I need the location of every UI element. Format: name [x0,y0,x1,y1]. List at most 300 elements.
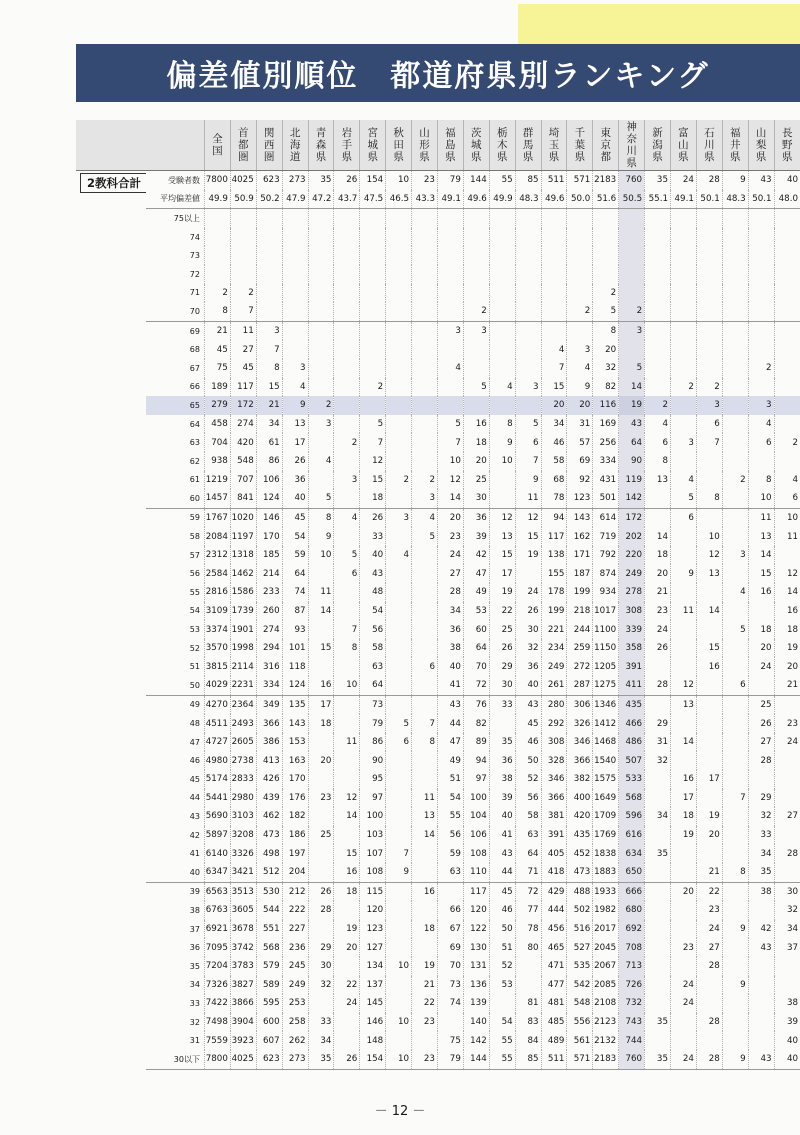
data-cell: 4 [412,508,438,527]
column-header [463,120,489,171]
data-cell: 28 [748,751,774,770]
data-cell [722,359,748,378]
data-cell [619,284,645,303]
data-cell: 544 [256,901,282,920]
data-cell [386,751,412,770]
data-cell: 1457 [204,489,230,508]
data-cell: 607 [256,1031,282,1050]
data-cell [308,378,334,397]
row-label: 65 [146,396,204,415]
data-cell: 26 [334,171,360,190]
data-cell [645,209,671,228]
data-cell: 308 [619,602,645,621]
data-cell: 38 [774,994,800,1013]
data-cell: 8 [696,489,722,508]
data-cell: 38 [748,882,774,901]
data-cell: 7800 [204,1050,230,1069]
data-cell: 473 [256,826,282,845]
data-cell: 334 [593,452,619,471]
data-cell [645,695,671,714]
data-cell [334,209,360,228]
data-cell [722,415,748,434]
data-cell: 704 [204,433,230,452]
data-cell: 139 [463,994,489,1013]
data-cell: 1998 [230,639,256,658]
data-cell: 49.1 [670,190,696,209]
data-cell: 18 [645,546,671,565]
data-cell: 50 [515,751,541,770]
data-cell [696,695,722,714]
data-cell [412,209,438,228]
column-header [645,120,671,171]
data-cell [334,527,360,546]
data-cell [696,228,722,247]
row-label: 受験者数 [167,175,200,185]
data-cell: 20 [541,396,567,415]
data-cell [282,321,308,340]
data-cell [748,770,774,789]
data-cell: 279 [204,396,230,415]
table-row [76,882,800,901]
data-cell: 55.1 [645,190,671,209]
data-cell: 23 [645,602,671,621]
data-cell: 15 [334,844,360,863]
data-cell [412,340,438,359]
data-cell: 222 [282,901,308,920]
data-cell [412,546,438,565]
data-cell: 15 [696,639,722,658]
data-cell: 382 [567,770,593,789]
data-cell [334,957,360,976]
data-cell [593,209,619,228]
data-cell: 26 [334,1050,360,1069]
data-cell: 64 [619,433,645,452]
data-cell: 339 [619,620,645,639]
data-cell: 40 [489,807,515,826]
data-cell [722,508,748,527]
data-cell [334,302,360,321]
data-cell: 4 [645,415,671,434]
data-cell: 63 [437,863,463,882]
header-blank [76,120,146,171]
data-cell: 22 [334,976,360,995]
data-cell: 5 [360,415,386,434]
data-cell: 12 [489,508,515,527]
data-cell: 124 [256,489,282,508]
table-row [76,733,800,752]
data-cell: 258 [282,1013,308,1032]
data-cell: 272 [567,657,593,676]
data-cell [256,265,282,284]
column-header-label: 岩手県 [341,127,353,163]
table-body [76,171,800,1070]
data-cell: 20 [645,564,671,583]
data-cell: 7 [386,844,412,863]
data-cell: 25 [748,695,774,714]
data-cell: 28 [437,583,463,602]
data-cell [437,882,463,901]
data-cell: 36 [515,657,541,676]
data-cell: 153 [282,733,308,752]
row-label: 68 [189,345,200,355]
data-cell [645,378,671,397]
data-cell: 49.1 [437,190,463,209]
row-label: 35 [189,961,200,971]
data-cell: 2 [645,396,671,415]
column-header [334,120,360,171]
data-cell: 34 [748,844,774,863]
data-cell: 1150 [593,639,619,658]
data-cell: 33 [360,527,386,546]
data-cell [722,751,748,770]
data-cell [308,359,334,378]
data-cell: 53 [463,602,489,621]
table-row [76,452,800,471]
data-cell: 24 [437,546,463,565]
table-row [76,489,800,508]
data-cell [774,359,800,378]
data-cell [334,770,360,789]
data-cell: 30 [308,957,334,976]
data-cell: 435 [619,695,645,714]
data-cell [256,302,282,321]
data-cell: 274 [256,620,282,639]
data-cell: 2 [230,284,256,303]
data-cell [386,602,412,621]
data-cell [437,284,463,303]
data-cell [748,378,774,397]
data-cell: 366 [541,789,567,808]
row-label: 73 [189,251,200,261]
table-row [76,1013,800,1032]
data-cell [722,340,748,359]
data-cell [463,284,489,303]
data-cell: 79 [360,714,386,733]
row-label: 69 [189,326,200,336]
data-cell: 20 [437,508,463,527]
data-cell: 1100 [593,620,619,639]
data-cell: 11 [334,733,360,752]
column-header [204,120,230,171]
data-cell: 8 [412,733,438,752]
data-cell: 59 [282,546,308,565]
data-cell: 5 [593,302,619,321]
data-cell: 292 [541,714,567,733]
table-row [76,378,800,397]
data-cell: 55 [489,1050,515,1069]
data-cell: 5 [437,415,463,434]
data-cell: 124 [282,676,308,695]
data-cell [308,433,334,452]
data-cell: 418 [541,863,567,882]
column-header [722,120,748,171]
data-cell [722,228,748,247]
data-cell [748,246,774,265]
data-cell [696,265,722,284]
data-cell: 19 [515,546,541,565]
row-label: 46 [189,756,200,766]
data-cell: 1933 [593,882,619,901]
header-row [76,120,800,171]
data-cell: 2 [774,433,800,452]
data-cell: 155 [541,564,567,583]
table-row [76,770,800,789]
data-cell: 3421 [230,863,256,882]
data-cell: 28 [645,676,671,695]
data-cell: 623 [256,1050,282,1069]
data-cell [386,976,412,995]
data-cell: 2605 [230,733,256,752]
data-cell [334,246,360,265]
data-cell [256,209,282,228]
data-cell: 439 [256,789,282,808]
data-cell [696,676,722,695]
data-cell: 4 [774,471,800,490]
data-cell [386,564,412,583]
data-cell: 20 [463,452,489,471]
data-cell: 6 [412,657,438,676]
data-cell: 86 [256,452,282,471]
data-cell: 1901 [230,620,256,639]
data-cell [204,228,230,247]
data-cell: 7204 [204,957,230,976]
data-cell [748,957,774,976]
data-cell: 78 [515,920,541,939]
data-cell: 12 [670,676,696,695]
data-cell: 78 [541,489,567,508]
row-label: 53 [189,625,200,635]
data-cell [412,938,438,957]
data-cell: 43 [360,564,386,583]
data-cell: 7326 [204,976,230,995]
data-cell [722,396,748,415]
data-cell [722,1013,748,1032]
data-cell: 466 [619,714,645,733]
row-label: 44 [189,793,200,803]
data-cell: 16 [696,657,722,676]
data-cell: 146 [360,1013,386,1032]
data-cell: 3 [334,471,360,490]
data-cell: 122 [463,920,489,939]
data-cell: 386 [256,733,282,752]
data-cell [515,564,541,583]
data-cell: 568 [619,789,645,808]
data-cell: 64 [360,676,386,695]
data-cell: 50.1 [748,190,774,209]
data-cell [722,695,748,714]
data-cell [204,246,230,265]
data-cell: 3374 [204,620,230,639]
data-cell [308,471,334,490]
data-cell: 29 [748,789,774,808]
data-cell [282,302,308,321]
data-cell [360,228,386,247]
data-cell [308,265,334,284]
data-cell: 25 [308,826,334,845]
data-cell [722,844,748,863]
data-cell: 13 [645,471,671,490]
data-cell [308,246,334,265]
data-cell: 45 [489,882,515,901]
data-cell [645,789,671,808]
data-cell [515,976,541,995]
data-cell: 43 [748,171,774,190]
data-cell: 29 [308,938,334,957]
data-cell: 6 [670,508,696,527]
data-cell [722,527,748,546]
data-cell: 21 [696,863,722,882]
data-cell: 169 [593,415,619,434]
data-cell [696,714,722,733]
data-cell: 93 [282,620,308,639]
table-row [76,284,800,303]
data-cell: 34 [437,602,463,621]
row-label: 38 [189,905,200,915]
data-cell [670,284,696,303]
data-cell: 874 [593,564,619,583]
data-cell: 259 [567,639,593,658]
column-header-label: 群馬県 [522,127,534,163]
data-cell: 75 [437,1031,463,1050]
data-cell: 17 [489,564,515,583]
data-cell: 458 [204,415,230,434]
data-cell: 18 [748,620,774,639]
data-cell [308,620,334,639]
column-header [619,120,645,171]
data-cell [489,340,515,359]
data-cell [256,284,282,303]
data-cell: 22 [696,882,722,901]
data-cell: 1769 [593,826,619,845]
data-cell: 46 [541,433,567,452]
data-cell [722,882,748,901]
data-cell: 5 [463,378,489,397]
data-cell: 2 [748,359,774,378]
data-cell: 70 [437,957,463,976]
data-cell [696,994,722,1013]
data-cell: 45 [230,359,256,378]
data-cell: 4 [308,452,334,471]
data-cell: 22 [412,994,438,1013]
data-cell [593,265,619,284]
data-cell: 4 [541,340,567,359]
data-cell: 70 [463,657,489,676]
data-cell: 34 [308,1031,334,1050]
data-cell: 7800 [204,171,230,190]
data-cell [308,920,334,939]
table-row [76,1031,800,1050]
data-cell: 34 [541,415,567,434]
data-cell: 74 [282,583,308,602]
data-cell [204,209,230,228]
data-cell: 58 [541,452,567,471]
data-cell: 32 [515,639,541,658]
data-cell [722,770,748,789]
data-cell: 54 [437,789,463,808]
data-cell: 456 [541,920,567,939]
data-cell: 435 [567,826,593,845]
data-cell: 106 [463,826,489,845]
data-cell [748,901,774,920]
data-cell: 3904 [230,1013,256,1032]
data-cell [670,228,696,247]
data-cell: 13 [412,807,438,826]
data-cell: 14 [774,583,800,602]
data-cell: 471 [541,957,567,976]
data-cell: 3 [748,396,774,415]
data-cell: 1318 [230,546,256,565]
data-cell: 273 [282,1050,308,1069]
data-cell: 54 [282,527,308,546]
data-cell [386,639,412,658]
data-cell: 6 [696,415,722,434]
row-label: 40 [146,863,204,882]
data-cell: 18 [308,714,334,733]
data-cell [308,302,334,321]
data-cell: 171 [567,546,593,565]
data-cell [774,284,800,303]
data-cell: 262 [282,1031,308,1050]
data-cell [412,433,438,452]
table-row [76,807,800,826]
data-cell [774,976,800,995]
data-cell: 2 [204,284,230,303]
data-cell: 9 [515,471,541,490]
data-cell: 103 [360,826,386,845]
data-cell: 4025 [230,171,256,190]
data-cell: 86 [360,733,386,752]
data-cell [696,620,722,639]
data-cell: 5 [308,489,334,508]
data-cell: 6 [515,433,541,452]
data-cell: 420 [567,807,593,826]
data-cell: 11 [412,789,438,808]
data-cell [515,957,541,976]
data-cell [489,321,515,340]
data-cell [645,882,671,901]
data-cell: 3 [619,321,645,340]
data-cell: 261 [541,676,567,695]
data-cell: 35 [645,1013,671,1032]
data-cell: 3326 [230,844,256,863]
data-cell [437,396,463,415]
data-cell: 26 [489,639,515,658]
data-cell [774,695,800,714]
data-cell: 3742 [230,938,256,957]
data-cell [748,994,774,1013]
data-cell [386,901,412,920]
data-cell [308,994,334,1013]
data-cell: 21 [412,976,438,995]
data-cell: 1586 [230,583,256,602]
column-header-label: 新潟県 [652,127,663,163]
data-cell [696,284,722,303]
data-cell: 3 [463,321,489,340]
data-cell: 11 [230,321,256,340]
data-cell: 50.2 [256,190,282,209]
data-cell [645,340,671,359]
data-cell: 249 [282,976,308,995]
data-cell: 72 [515,882,541,901]
data-cell: 308 [541,733,567,752]
data-cell [722,938,748,957]
data-cell: 80 [515,938,541,957]
data-cell: 56 [515,789,541,808]
data-cell [386,415,412,434]
data-cell: 274 [230,415,256,434]
row-label: 60 [146,489,204,508]
data-cell: 3815 [204,657,230,676]
